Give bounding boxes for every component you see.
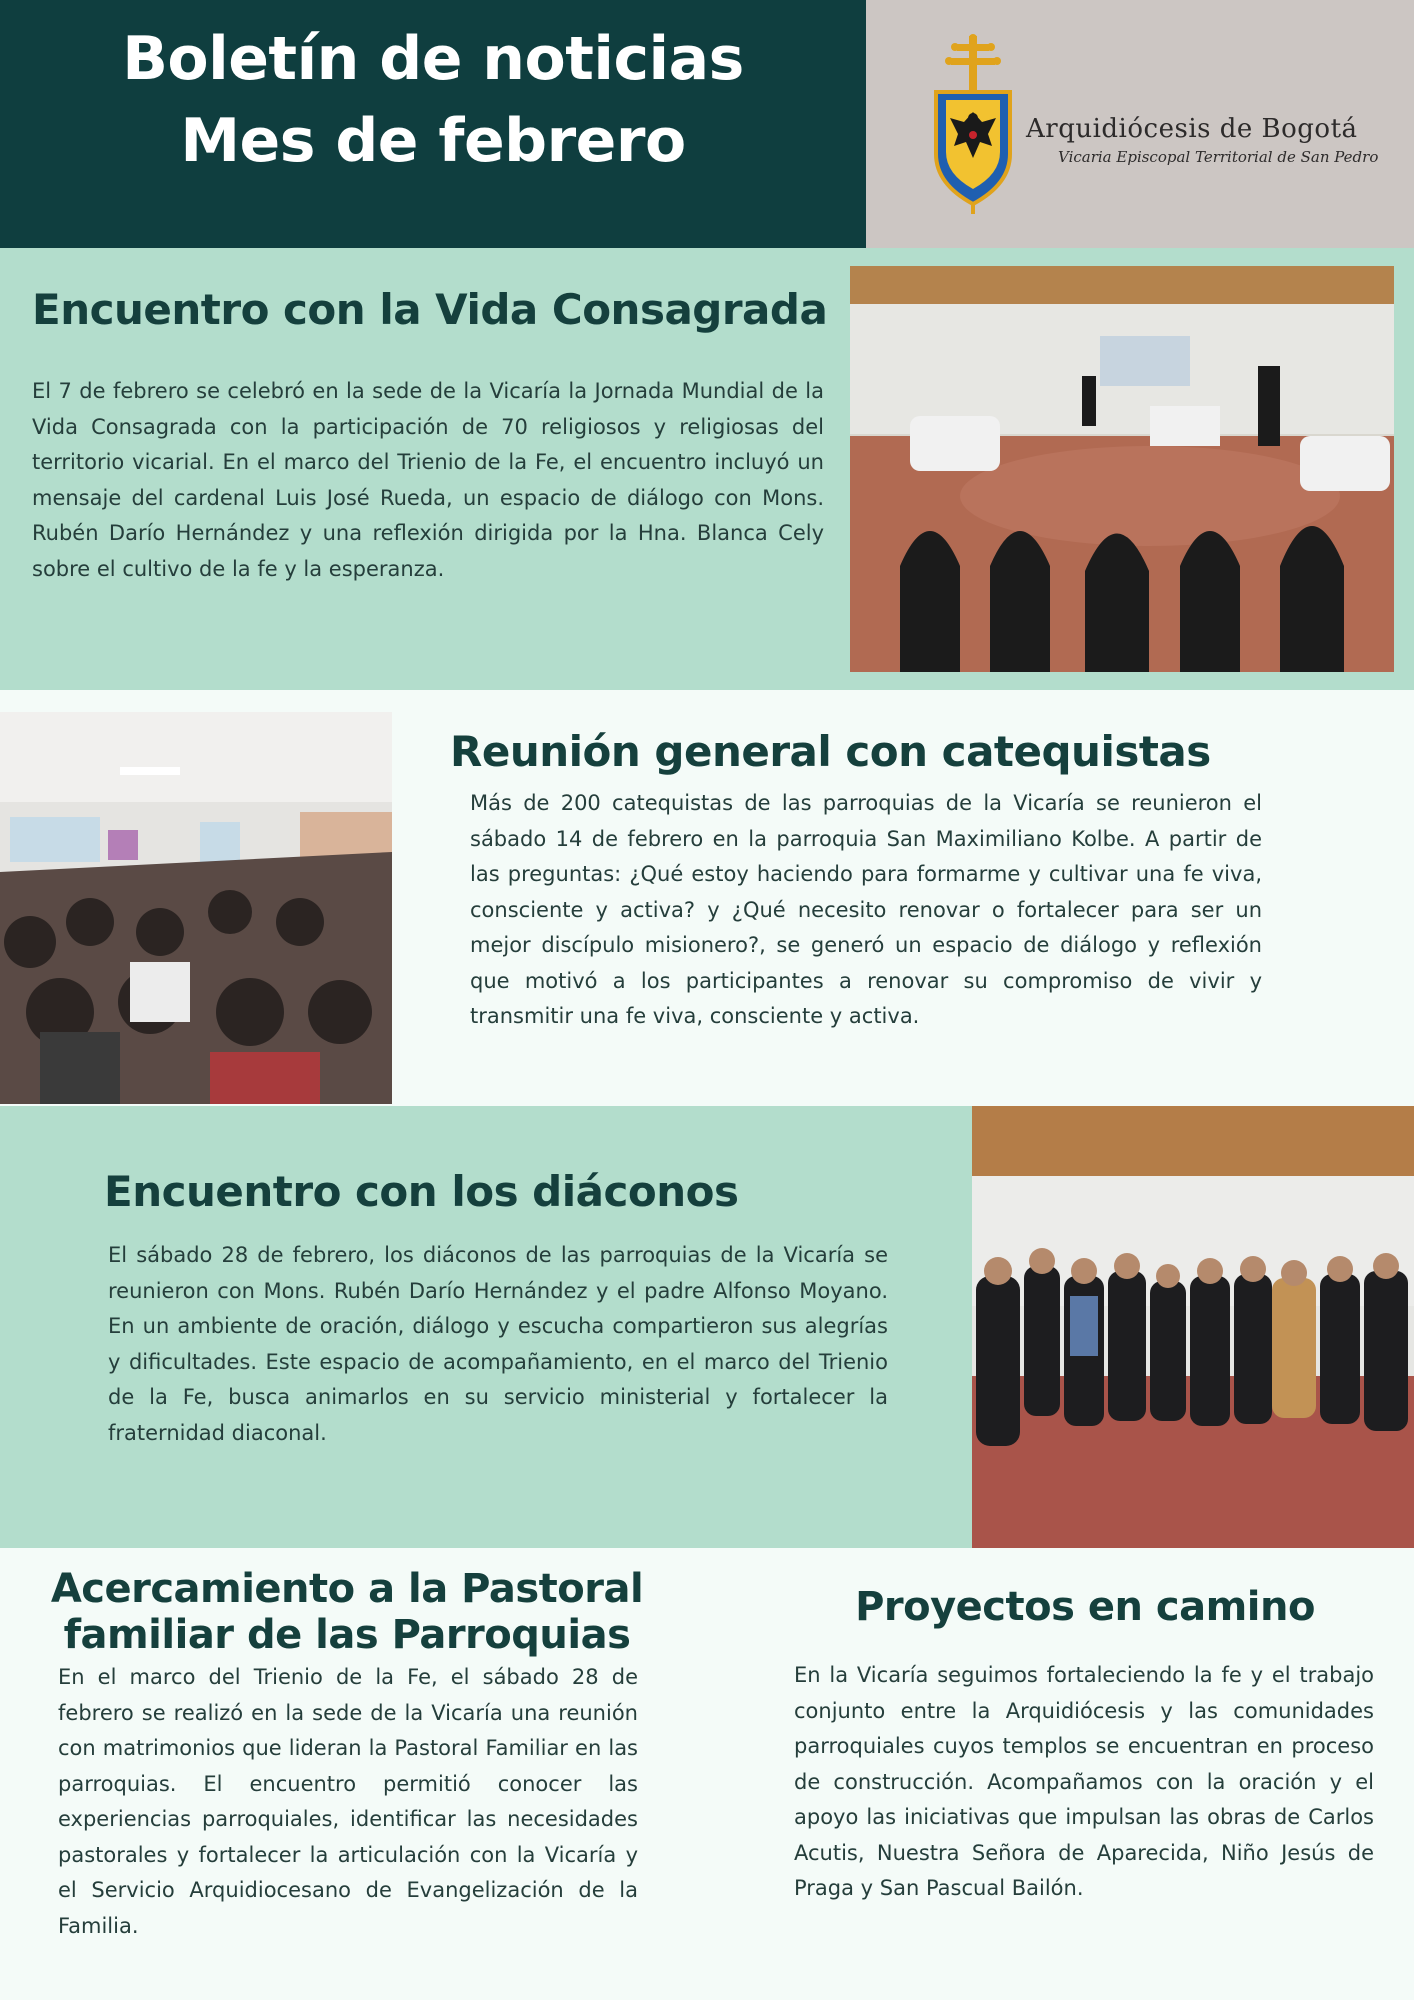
newsletter-title-line1: Boletín de noticias xyxy=(122,24,744,94)
section-title-vida-consagrada: Encuentro con la Vida Consagrada xyxy=(32,285,828,334)
section-title-pastoral-familiar: Acercamiento a la Pastoral familiar de las Parroquias xyxy=(50,1566,644,1658)
section-text-pastoral-familiar: En el marco del Trienio de la Fe, el sábado 28 de febrero se realizó en la sede de la Vicaría una reunión con matrimonios que lideran la Pastoral Familiar en las parroquias. El encuentro permitió conocer las experiencias parroquiales, identificar las necesidades pastorales y fortalecer la articulación con la Vicaría y el Servicio Arquidiocesano de Evangelización de la Familia. xyxy=(58,1665,638,1938)
archdiocese-coat-of-arms-icon xyxy=(930,34,1016,216)
organization-subtitle: Vicaria Episcopal Territorial de San Pedro xyxy=(1058,148,1379,166)
newsletter-title-line2: Mes de febrero xyxy=(180,106,686,176)
newsletter-title xyxy=(0,18,866,182)
section-title-catequistas: Reunión general con catequistas xyxy=(450,727,1211,776)
section-text-diaconos: El sábado 28 de febrero, los diáconos de las parroquias de la Vicaría se reunieron con Mons. Rubén Darío Hernández y el padre Alfonso Moyano. En un ambiente de oración, diálogo y escucha compartieron sus alegrías y dificultades. Este espacio de acompañamiento, en el marco del Trienio de la Fe, busca animarlos en su servicio ministerial y fortalecer la fraternidad diaconal. xyxy=(108,1243,888,1445)
photo-catequistas xyxy=(0,712,392,1104)
section-text-catequistas: Más de 200 catequistas de las parroquias de la Vicaría se reunieron el sábado 14 de febrero en la parroquia San Maximiliano Kolbe. A partir de las preguntas: ¿Qué estoy haciendo para formarme y cultivar una fe viva, consciente y activa? y ¿Qué necesito renovar o fortalecer para ser un mejor discípulo misionero?, se generó un espacio de diálogo y reflexión que motivó a los participantes a renovar su compromiso de vivir y transmitir una fe viva, consciente y activa. xyxy=(470,791,1262,1028)
photo-diaconos xyxy=(972,1106,1414,1548)
organization-name: Arquidiócesis de Bogotá xyxy=(1026,114,1358,144)
section-title-proyectos: Proyectos en camino xyxy=(855,1584,1315,1630)
section-title-diaconos: Encuentro con los diáconos xyxy=(104,1167,739,1216)
section-text-proyectos: En la Vicaría seguimos fortaleciendo la fe y el trabajo conjunto entre la Arquidiócesis y las comunidades parroquiales cuyos templos se encuentran en proceso de construcción. Acompañamos con la oración y el apoyo las iniciativas que impulsan las obras de Carlos Acutis, Nuestra Señora de Aparecida, Niño Jesús de Praga y San Pascual Bailón. xyxy=(794,1663,1374,1900)
photo-vida-consagrada xyxy=(850,266,1394,672)
section-text-vida-consagrada: El 7 de febrero se celebró en la sede de la Vicaría la Jornada Mundial de la Vida Consagrada con la participación de 70 religiosos y religiosas del territorio vicarial. En el marco del Trienio de la Fe, el encuentro incluyó un mensaje del cardenal Luis José Rueda, un espacio de diálogo con Mons. Rubén Darío Hernández y una reflexión dirigida por la Hna. Blanca Cely sobre el cultivo de la fe y la esperanza. xyxy=(32,379,824,581)
